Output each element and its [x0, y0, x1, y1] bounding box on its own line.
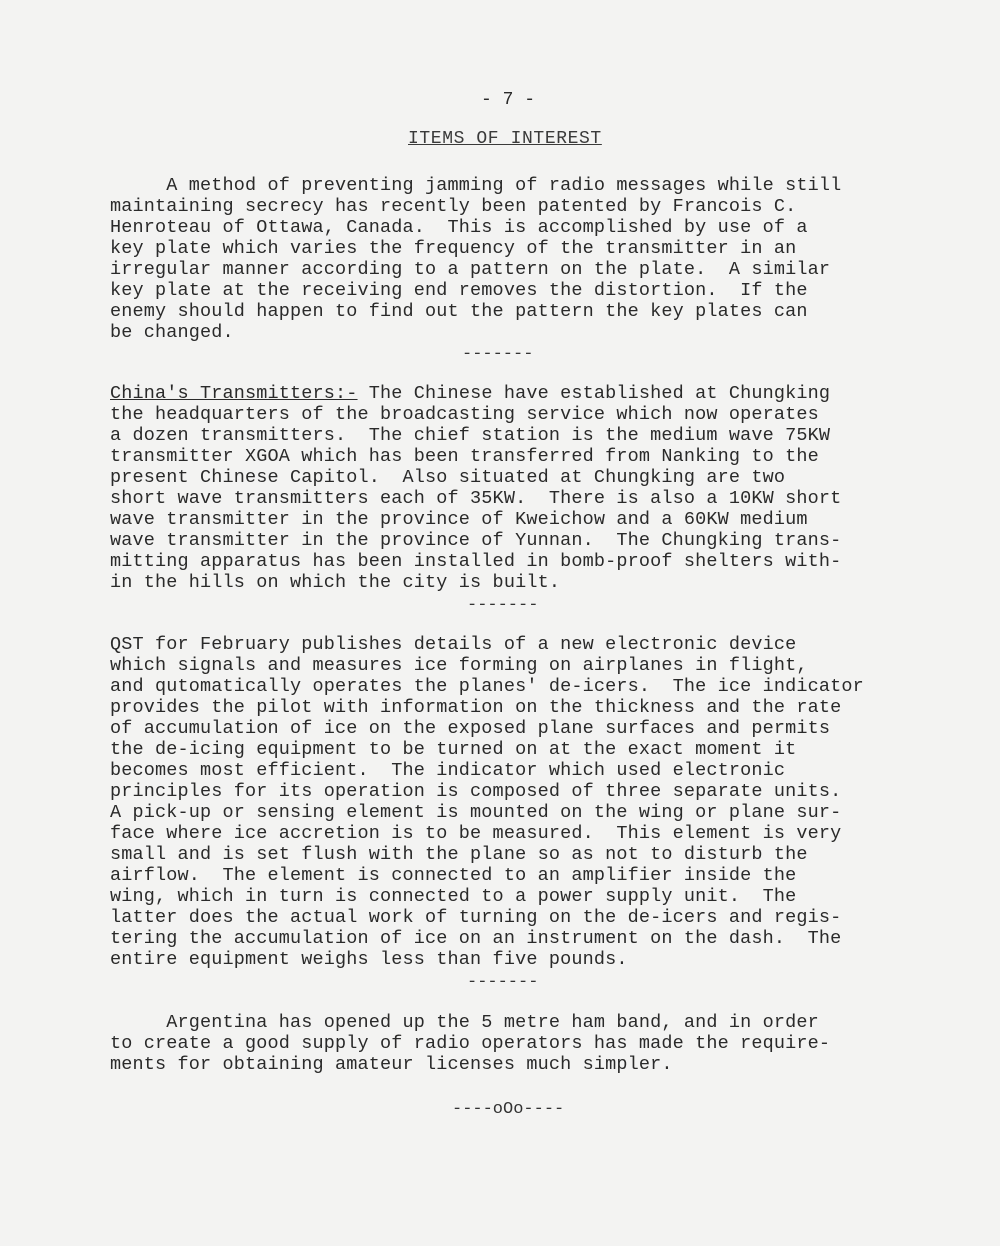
text-line: irregular manner according to a pattern on the plate. A similar	[110, 259, 831, 280]
text-line: a dozen transmitters. The chief station is the medium wave 75KW	[110, 425, 831, 446]
text-line: transmitter XGOA which has been transferred from Nanking to the	[110, 446, 819, 467]
text-line: present Chinese Capitol. Also situated at Chungking are two	[110, 467, 786, 488]
text-line: to create a good supply of radio operators has made the require-	[110, 1033, 831, 1054]
text-line: in the hills on which the city is built.	[110, 572, 561, 593]
end-separator: ----oOo----	[452, 1100, 565, 1119]
text-line: tering the accumulation of ice on an instrument on the dash. The	[110, 928, 842, 949]
text-line: key plate at the receiving end removes the distortion. If the	[110, 280, 808, 301]
text-line: wing, which in turn is connected to a power supply unit. The	[110, 886, 797, 907]
text-line: QST for February publishes details of a new electronic device	[110, 634, 797, 655]
text-line: Argentina has opened up the 5 metre ham band, and in order	[110, 1012, 819, 1033]
text-line: airflow. The element is connected to an amplifier inside the	[110, 865, 797, 886]
text-line: principles for its operation is composed of three separate units.	[110, 781, 842, 802]
text-line: A method of preventing jamming of radio messages while still	[110, 175, 842, 196]
text-line: enemy should happen to find out the pattern the key plates can	[110, 301, 808, 322]
text-line: wave transmitter in the province of Kweichow and a 60KW medium	[110, 509, 808, 530]
separator: -------	[467, 596, 539, 615]
text-line: wave transmitter in the province of Yunnan. The Chungking trans-	[110, 530, 842, 551]
text-line: key plate which varies the frequency of the transmitter in an	[110, 238, 797, 259]
text-line: becomes most efficient. The indicator which used electronic	[110, 760, 786, 781]
text-line: of accumulation of ice on the exposed plane surfaces and permits	[110, 718, 831, 739]
text-line: Henroteau of Ottawa, Canada. This is accomplished by use of a	[110, 217, 808, 238]
text-line: which signals and measures ice forming on airplanes in flight,	[110, 655, 808, 676]
text-line: the de-icing equipment to be turned on at the exact moment it	[110, 739, 797, 760]
text-line	[110, 383, 830, 404]
text-line: short wave transmitters each of 35KW. There is also a 10KW short	[110, 488, 842, 509]
text-line: and qutomatically operates the planes' de-icers. The ice indicator	[110, 676, 864, 697]
separator: -------	[467, 973, 539, 992]
text-line: face where ice accretion is to be measured. This element is very	[110, 823, 842, 844]
page-number: - 7 -	[481, 90, 536, 110]
separator: -------	[462, 345, 534, 364]
paragraph-title: China's Transmitters:-	[110, 383, 358, 404]
text-line: maintaining secrecy has recently been patented by Francois C.	[110, 196, 797, 217]
text-line: entire equipment weighs less than five pounds.	[110, 949, 628, 970]
text-line: small and is set flush with the plane so as not to disturb the	[110, 844, 808, 865]
page-heading: ITEMS OF INTEREST	[408, 129, 602, 149]
text-line: ments for obtaining amateur licenses much simpler.	[110, 1054, 673, 1075]
text-line: the headquarters of the broadcasting service which now operates	[110, 404, 819, 425]
text-line: provides the pilot with information on the thickness and the rate	[110, 697, 842, 718]
text-line: latter does the actual work of turning on the de-icers and regis-	[110, 907, 842, 928]
text-line: mitting apparatus has been installed in bomb-proof shelters with-	[110, 551, 842, 572]
text-line: A pick-up or sensing element is mounted on the wing or plane sur-	[110, 802, 842, 823]
text-line: be changed.	[110, 322, 234, 343]
text-span: The Chinese have established at Chungking	[357, 383, 831, 404]
